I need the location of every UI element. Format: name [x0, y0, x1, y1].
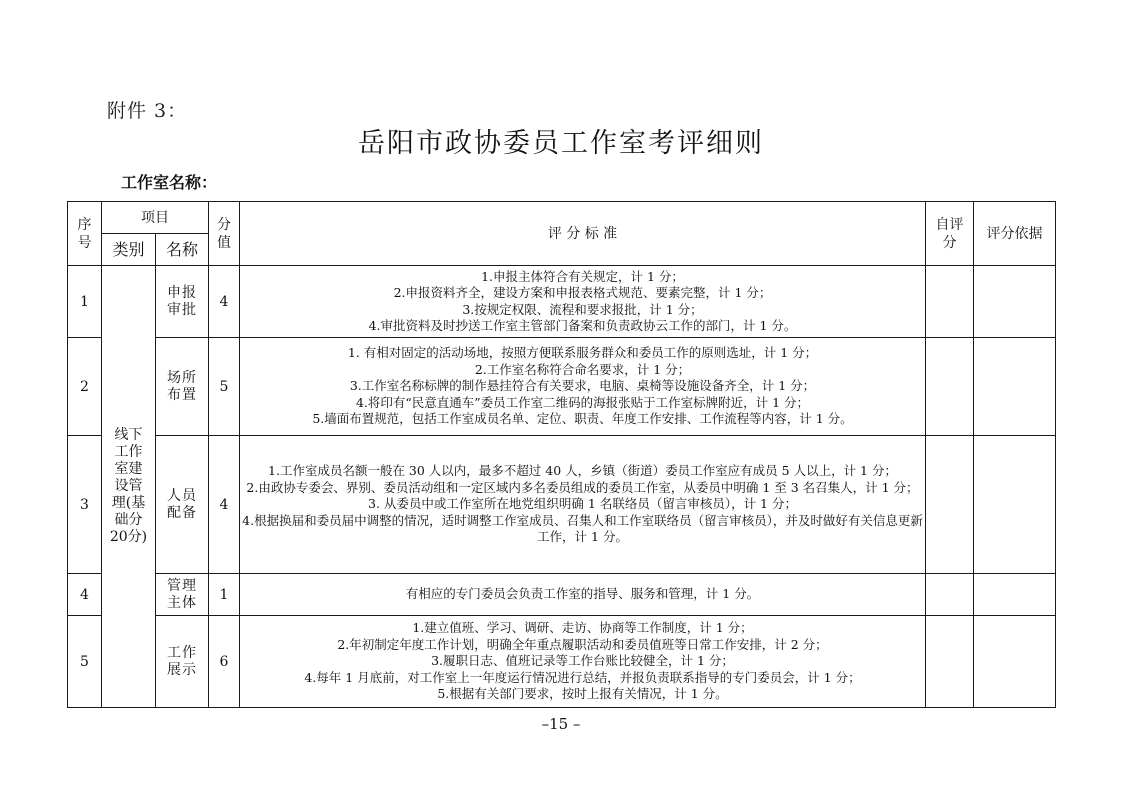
page-title: 岳阳市政协委员工作室考评细则: [358, 128, 764, 159]
header-seq: 序号: [68, 202, 102, 266]
row-score: 6: [209, 616, 240, 708]
criteria-line: 1.工作室成员名额一般在 30 人以内，最多不超过 40 人，乡镇（街道）委员工作室应有成员 5 人以上，计 1 分；: [268, 463, 897, 479]
row-name: 场所布置: [156, 338, 209, 436]
basis-cell[interactable]: [974, 436, 1056, 574]
criteria-line: 4.根据换届和委员届中调整的情况，适时调整工作室成员、召集人和工作室联络员（留言审核员），并及时做好有关信息更新工作，计 1 分。: [242, 512, 923, 545]
criteria-line: 1.建立值班、学习、调研、走访、协商等工作制度，计 1 分；: [412, 620, 753, 636]
row-seq: 2: [68, 338, 102, 436]
criteria-line: 2.工作室名称符合命名要求，计 1 分；: [474, 361, 691, 377]
self-score-cell[interactable]: [926, 436, 974, 574]
table-row: [68, 338, 1056, 436]
header-item: 项目: [102, 202, 209, 234]
row-score: 1: [209, 574, 240, 616]
attachment-label: 附件 3：: [107, 100, 188, 122]
criteria-line: 4.审批资料及时抄送工作室主管部门备案和负责政协云工作的部门，计 1 分。: [368, 318, 797, 333]
criteria-line: 2.由政协专委会、界别、委员活动组和一定区域内多名委员组成的委员工作室，从委员中明确 1 至 3 名召集人，计 1 分；: [246, 479, 919, 495]
basis-cell[interactable]: [974, 574, 1056, 616]
row-seq: 1: [68, 266, 102, 338]
row-name: 管理主体: [156, 574, 209, 616]
table-row: [68, 436, 1056, 574]
row-name: 申报审批: [156, 266, 209, 338]
header-criteria: 评 分 标 准: [240, 202, 926, 266]
criteria-line: 5.根据有关部门要求，按时上报有关情况，计 1 分。: [437, 686, 728, 702]
criteria-line: 1. 有相对固定的活动场地，按照方便联系服务群众和委员工作的原则选址，计 1 分；: [347, 345, 818, 361]
row-score: 4: [209, 266, 240, 338]
self-score-cell[interactable]: [926, 266, 974, 338]
criteria-line: 4.每年 1 月底前，对工作室上一年度运行情况进行总结，并报负责联系指导的专门委员会，计 1 分；: [304, 669, 861, 685]
row-criteria: [240, 436, 926, 574]
self-score-cell[interactable]: [926, 338, 974, 436]
row-criteria: [240, 266, 926, 338]
table-row: [68, 616, 1056, 708]
criteria-line: 4.将印有“民意直通车”委员工作室二维码的海报张贴于工作室标牌附近，计 1 分；: [355, 394, 810, 410]
basis-cell[interactable]: [974, 266, 1056, 338]
header-score: 分值: [209, 202, 240, 266]
header-self-score: 自评分: [926, 202, 974, 266]
row-criteria: [240, 574, 926, 616]
header-category: 类别: [102, 234, 156, 266]
criteria-line: 3.履职日志、值班记录等工作台账比较健全，计 1 分；: [431, 653, 734, 669]
evaluation-table: [67, 201, 1056, 708]
criteria-line: 有相应的专门委员会负责工作室的指导、服务和管理，计 1 分。: [405, 586, 760, 602]
category-cell: 线下工作室建设管理(基础分20分): [102, 266, 156, 708]
row-seq: 3: [68, 436, 102, 574]
table-row: [68, 266, 1056, 338]
criteria-line: 2.年初制定年度工作计划，明确全年重点履职活动和委员值班等日常工作安排，计 2 分；: [337, 636, 828, 652]
criteria-line: 3. 从委员中或工作室所在地党组织明确 1 名联络员（留言审核员），计 1 分；: [368, 496, 797, 512]
table-row: [68, 574, 1056, 616]
header-name: 名称: [156, 234, 209, 266]
row-score: 5: [209, 338, 240, 436]
basis-cell[interactable]: [974, 616, 1056, 708]
studio-name-label: 工作室名称：: [121, 173, 218, 192]
self-score-cell[interactable]: [926, 616, 974, 708]
row-criteria: [240, 616, 926, 708]
row-name: 工作展示: [156, 616, 209, 708]
row-name: 人员配备: [156, 436, 209, 574]
basis-cell[interactable]: [974, 338, 1056, 436]
criteria-line: 3.工作室名称标牌的制作悬挂符合有关要求，电脑、桌椅等设施设备齐全，计 1 分；: [349, 378, 816, 394]
page-number: –15 –: [541, 715, 581, 733]
row-criteria: [240, 338, 926, 436]
self-score-cell[interactable]: [926, 574, 974, 616]
header-basis: 评分依据: [974, 202, 1056, 266]
criteria-line: 3.按规定权限、流程和要求报批，计 1 分；: [462, 301, 703, 317]
criteria-line: 2.申报资料齐全，建设方案和申报表格式规范、要素完整，计 1 分；: [393, 285, 772, 300]
criteria-line: 1.申报主体符合有关规定，计 1 分；: [481, 268, 684, 284]
criteria-line: 5.墙面布置规范，包括工作室成员名单、定位、职责、年度工作安排、工作流程等内容，计 1 分。: [312, 411, 853, 427]
row-score: 4: [209, 436, 240, 574]
row-seq: 5: [68, 616, 102, 708]
row-seq: 4: [68, 574, 102, 616]
